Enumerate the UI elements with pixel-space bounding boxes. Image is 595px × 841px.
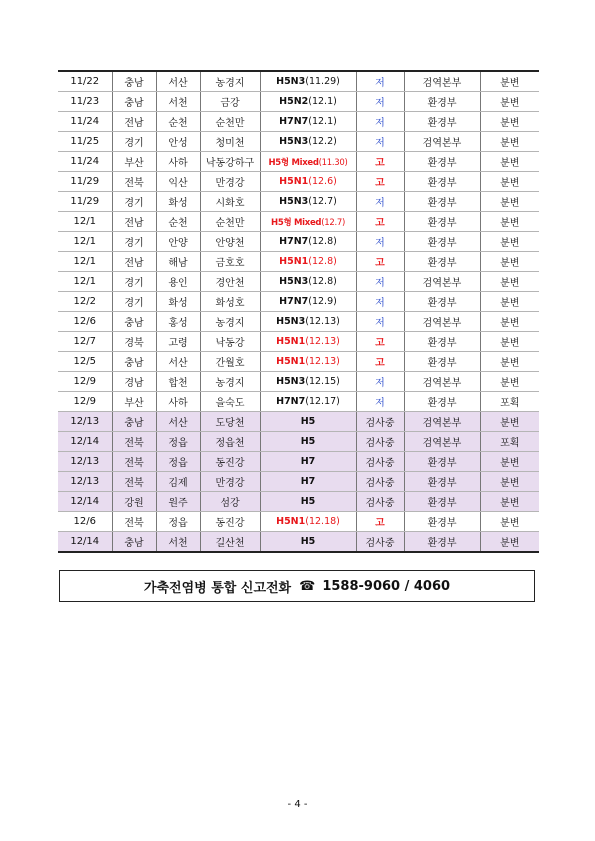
date-cell: 12/14 <box>58 492 112 512</box>
site-cell: 도당천 <box>200 412 260 432</box>
detection-date: (12.7) <box>308 196 337 207</box>
province-cell: 전북 <box>112 172 156 192</box>
sample-cell: 분변 <box>480 412 539 432</box>
status-cell: 저 <box>356 392 404 412</box>
subtype-cell <box>260 152 356 172</box>
city-cell: 서천 <box>156 92 200 112</box>
date-cell: 12/1 <box>58 252 112 272</box>
subtype-label: H5N2 <box>279 96 309 107</box>
site-cell: 시화호 <box>200 192 260 212</box>
subtype-cell <box>260 532 356 553</box>
province-cell: 경기 <box>112 192 156 212</box>
status-cell: 저 <box>356 192 404 212</box>
authority-cell: 검역본부 <box>404 432 480 452</box>
status-cell: 고 <box>356 352 404 372</box>
table-row <box>58 452 539 472</box>
subtype-label: H7N7 <box>279 296 309 307</box>
subtype-label: H5N1 <box>279 176 309 187</box>
city-cell: 순천 <box>156 212 200 232</box>
authority-cell: 환경부 <box>404 392 480 412</box>
table-row <box>58 112 539 132</box>
date-cell: 12/13 <box>58 412 112 432</box>
subtype-label: H5 <box>300 496 316 507</box>
province-cell: 전북 <box>112 512 156 532</box>
table-row <box>58 132 539 152</box>
sample-cell: 분변 <box>480 252 539 272</box>
city-cell: 정읍 <box>156 452 200 472</box>
subtype-cell <box>260 71 356 92</box>
subtype-cell <box>260 252 356 272</box>
table-row <box>58 312 539 332</box>
status-cell: 고 <box>356 332 404 352</box>
subtype-label: H5N3 <box>279 136 309 147</box>
province-cell: 경기 <box>112 132 156 152</box>
table-row <box>58 71 539 92</box>
subtype-label: H5N3 <box>276 316 306 327</box>
province-cell: 전북 <box>112 432 156 452</box>
authority-cell: 환경부 <box>404 112 480 132</box>
date-cell: 12/14 <box>58 432 112 452</box>
city-cell: 화성 <box>156 292 200 312</box>
site-cell: 금강 <box>200 92 260 112</box>
sample-cell: 분변 <box>480 112 539 132</box>
site-cell: 금호호 <box>200 252 260 272</box>
date-cell: 12/6 <box>58 312 112 332</box>
subtype-label: H7 <box>300 456 316 467</box>
province-cell: 강원 <box>112 492 156 512</box>
city-cell: 순천 <box>156 112 200 132</box>
subtype-label: H5N1 <box>276 336 306 347</box>
date-cell: 12/6 <box>58 512 112 532</box>
detection-date: (12.13) <box>305 336 340 347</box>
date-cell: 11/22 <box>58 71 112 92</box>
date-cell: 12/1 <box>58 232 112 252</box>
status-cell: 검사중 <box>356 472 404 492</box>
avian-influenza-detection-table <box>58 70 539 553</box>
site-cell: 농경지 <box>200 312 260 332</box>
city-cell: 사하 <box>156 152 200 172</box>
authority-cell: 환경부 <box>404 232 480 252</box>
status-cell: 저 <box>356 112 404 132</box>
authority-cell: 환경부 <box>404 452 480 472</box>
site-cell: 청미천 <box>200 132 260 152</box>
hotline-label: 가축전염병 통합 신고전화 <box>143 580 292 596</box>
authority-cell: 환경부 <box>404 472 480 492</box>
detection-date: (12.9) <box>308 296 337 307</box>
province-cell: 충남 <box>112 352 156 372</box>
city-cell: 원주 <box>156 492 200 512</box>
authority-cell: 검역본부 <box>404 312 480 332</box>
sample-cell: 분변 <box>480 492 539 512</box>
province-cell: 전북 <box>112 452 156 472</box>
subtype-cell <box>260 292 356 312</box>
detection-date: (11.30) <box>318 157 348 168</box>
subtype-label: H7 <box>300 476 316 487</box>
table-row <box>58 272 539 292</box>
status-cell: 고 <box>356 172 404 192</box>
sample-cell: 분변 <box>480 532 539 553</box>
province-cell: 충남 <box>112 412 156 432</box>
table-row <box>58 192 539 212</box>
subtype-cell <box>260 192 356 212</box>
detection-date: (12.13) <box>305 356 340 367</box>
subtype-cell <box>260 452 356 472</box>
sample-cell: 분변 <box>480 272 539 292</box>
detection-date: (12.6) <box>308 176 337 187</box>
table-row <box>58 352 539 372</box>
site-cell: 동진강 <box>200 512 260 532</box>
subtype-label: H7N7 <box>279 116 309 127</box>
table-row <box>58 372 539 392</box>
subtype-label: H5형 Mixed <box>268 157 319 168</box>
province-cell: 충남 <box>112 312 156 332</box>
site-cell: 동진강 <box>200 452 260 472</box>
status-cell: 고 <box>356 152 404 172</box>
sample-cell: 분변 <box>480 352 539 372</box>
table-row <box>58 392 539 412</box>
subtype-cell <box>260 412 356 432</box>
site-cell: 순천만 <box>200 112 260 132</box>
city-cell: 김제 <box>156 472 200 492</box>
status-cell: 저 <box>356 92 404 112</box>
subtype-label: H5 <box>300 416 316 427</box>
subtype-label: H5N1 <box>279 256 309 267</box>
detection-date: (11.29) <box>305 76 340 87</box>
detection-date: (12.18) <box>305 516 340 527</box>
authority-cell: 환경부 <box>404 332 480 352</box>
subtype-cell <box>260 392 356 412</box>
subtype-label: H5형 Mixed <box>271 217 322 228</box>
detection-date: (12.7) <box>321 217 345 228</box>
city-cell: 정읍 <box>156 432 200 452</box>
sample-cell: 분변 <box>480 212 539 232</box>
province-cell: 부산 <box>112 392 156 412</box>
city-cell: 서산 <box>156 352 200 372</box>
sample-cell: 분변 <box>480 71 539 92</box>
province-cell: 부산 <box>112 152 156 172</box>
table-row <box>58 292 539 312</box>
date-cell: 12/9 <box>58 392 112 412</box>
city-cell: 해남 <box>156 252 200 272</box>
city-cell: 익산 <box>156 172 200 192</box>
detection-date: (12.8) <box>308 256 337 267</box>
page-number: - 4 - <box>287 799 308 810</box>
hotline-banner <box>59 570 535 602</box>
site-cell: 순천만 <box>200 212 260 232</box>
date-cell: 11/25 <box>58 132 112 152</box>
detection-date: (12.13) <box>305 316 340 327</box>
date-cell: 11/29 <box>58 192 112 212</box>
subtype-label: H5 <box>300 536 316 547</box>
sample-cell: 포획 <box>480 392 539 412</box>
site-cell: 을숙도 <box>200 392 260 412</box>
subtype-label: H5N3 <box>276 76 306 87</box>
sample-cell: 분변 <box>480 472 539 492</box>
subtype-cell <box>260 432 356 452</box>
detection-date: (12.17) <box>305 396 340 407</box>
province-cell: 충남 <box>112 532 156 553</box>
sample-cell: 분변 <box>480 172 539 192</box>
table-row <box>58 532 539 553</box>
site-cell: 농경지 <box>200 372 260 392</box>
site-cell: 길산천 <box>200 532 260 553</box>
site-cell: 섬강 <box>200 492 260 512</box>
authority-cell: 환경부 <box>404 212 480 232</box>
date-cell: 12/14 <box>58 532 112 553</box>
status-cell: 저 <box>356 292 404 312</box>
status-cell: 검사중 <box>356 432 404 452</box>
site-cell: 낙동강 <box>200 332 260 352</box>
province-cell: 경기 <box>112 272 156 292</box>
status-cell: 저 <box>356 372 404 392</box>
date-cell: 11/24 <box>58 112 112 132</box>
sample-cell: 분변 <box>480 132 539 152</box>
subtype-cell <box>260 312 356 332</box>
authority-cell: 검역본부 <box>404 132 480 152</box>
subtype-label: H5 <box>300 436 316 447</box>
subtype-label: H5N3 <box>279 276 309 287</box>
phone-icon: ☎ <box>299 578 316 594</box>
authority-cell: 환경부 <box>404 352 480 372</box>
status-cell: 검사중 <box>356 492 404 512</box>
subtype-cell <box>260 212 356 232</box>
date-cell: 11/29 <box>58 172 112 192</box>
site-cell: 낙동강하구 <box>200 152 260 172</box>
authority-cell: 환경부 <box>404 292 480 312</box>
status-cell: 저 <box>356 232 404 252</box>
province-cell: 경기 <box>112 292 156 312</box>
detection-date: (12.8) <box>308 236 337 247</box>
table-row <box>58 232 539 252</box>
authority-cell: 환경부 <box>404 172 480 192</box>
authority-cell: 환경부 <box>404 532 480 553</box>
subtype-label: H7N7 <box>276 396 306 407</box>
date-cell: 11/24 <box>58 152 112 172</box>
city-cell: 안양 <box>156 232 200 252</box>
sample-cell: 포획 <box>480 432 539 452</box>
table-row <box>58 252 539 272</box>
date-cell: 12/5 <box>58 352 112 372</box>
date-cell: 12/13 <box>58 472 112 492</box>
table-row <box>58 212 539 232</box>
sample-cell: 분변 <box>480 232 539 252</box>
subtype-cell <box>260 232 356 252</box>
sample-cell: 분변 <box>480 372 539 392</box>
authority-cell: 환경부 <box>404 192 480 212</box>
date-cell: 11/23 <box>58 92 112 112</box>
subtype-label: H5N1 <box>276 516 306 527</box>
status-cell: 고 <box>356 212 404 232</box>
site-cell: 만경강 <box>200 172 260 192</box>
date-cell: 12/1 <box>58 272 112 292</box>
authority-cell: 환경부 <box>404 492 480 512</box>
status-cell: 저 <box>356 312 404 332</box>
city-cell: 안성 <box>156 132 200 152</box>
subtype-cell <box>260 332 356 352</box>
subtype-cell <box>260 372 356 392</box>
subtype-cell <box>260 112 356 132</box>
detection-date: (12.8) <box>308 276 337 287</box>
status-cell: 저 <box>356 71 404 92</box>
subtype-cell <box>260 492 356 512</box>
table-row <box>58 152 539 172</box>
date-cell: 12/2 <box>58 292 112 312</box>
site-cell: 경안천 <box>200 272 260 292</box>
authority-cell: 검역본부 <box>404 71 480 92</box>
status-cell: 고 <box>356 252 404 272</box>
city-cell: 정읍 <box>156 512 200 532</box>
date-cell: 12/13 <box>58 452 112 472</box>
status-cell: 고 <box>356 512 404 532</box>
status-cell: 저 <box>356 132 404 152</box>
province-cell: 전남 <box>112 252 156 272</box>
city-cell: 서산 <box>156 71 200 92</box>
subtype-cell <box>260 352 356 372</box>
authority-cell: 검역본부 <box>404 272 480 292</box>
sample-cell: 분변 <box>480 312 539 332</box>
sample-cell: 분변 <box>480 92 539 112</box>
sample-cell: 분변 <box>480 512 539 532</box>
city-cell: 용인 <box>156 272 200 292</box>
status-cell: 검사중 <box>356 532 404 553</box>
authority-cell: 검역본부 <box>404 372 480 392</box>
site-cell: 화성호 <box>200 292 260 312</box>
authority-cell: 환경부 <box>404 252 480 272</box>
authority-cell: 환경부 <box>404 92 480 112</box>
detection-date: (12.1) <box>308 116 337 127</box>
sample-cell: 분변 <box>480 332 539 352</box>
authority-cell: 검역본부 <box>404 412 480 432</box>
sample-cell: 분변 <box>480 192 539 212</box>
sample-cell: 분변 <box>480 152 539 172</box>
table-row <box>58 432 539 452</box>
subtype-cell <box>260 172 356 192</box>
city-cell: 서산 <box>156 412 200 432</box>
site-cell: 정읍천 <box>200 432 260 452</box>
subtype-cell <box>260 92 356 112</box>
sample-cell: 분변 <box>480 292 539 312</box>
city-cell: 화성 <box>156 192 200 212</box>
subtype-cell <box>260 272 356 292</box>
status-cell: 검사중 <box>356 412 404 432</box>
site-cell: 만경강 <box>200 472 260 492</box>
table-row <box>58 492 539 512</box>
province-cell: 전북 <box>112 472 156 492</box>
province-cell: 충남 <box>112 92 156 112</box>
subtype-label: H7N7 <box>279 236 309 247</box>
city-cell: 사하 <box>156 392 200 412</box>
table-row <box>58 512 539 532</box>
province-cell: 충남 <box>112 71 156 92</box>
table-row <box>58 332 539 352</box>
date-cell: 12/1 <box>58 212 112 232</box>
authority-cell: 환경부 <box>404 512 480 532</box>
province-cell: 경남 <box>112 372 156 392</box>
status-cell: 검사중 <box>356 452 404 472</box>
city-cell: 홍성 <box>156 312 200 332</box>
subtype-cell <box>260 132 356 152</box>
table-row <box>58 472 539 492</box>
site-cell: 안양천 <box>200 232 260 252</box>
table-row <box>58 412 539 432</box>
province-cell: 경기 <box>112 232 156 252</box>
hotline-number: 1588-9060 / 4060 <box>322 578 451 594</box>
authority-cell: 환경부 <box>404 152 480 172</box>
sample-cell: 분변 <box>480 452 539 472</box>
subtype-cell <box>260 472 356 492</box>
table-row <box>58 92 539 112</box>
province-cell: 경북 <box>112 332 156 352</box>
table-row <box>58 172 539 192</box>
subtype-cell <box>260 512 356 532</box>
detection-date: (12.2) <box>308 136 337 147</box>
site-cell: 농경지 <box>200 71 260 92</box>
status-cell: 저 <box>356 272 404 292</box>
detection-date: (12.15) <box>305 376 340 387</box>
province-cell: 전남 <box>112 112 156 132</box>
province-cell: 전남 <box>112 212 156 232</box>
city-cell: 서천 <box>156 532 200 553</box>
subtype-label: H5N1 <box>276 356 306 367</box>
site-cell: 간월호 <box>200 352 260 372</box>
subtype-label: H5N3 <box>279 196 309 207</box>
subtype-label: H5N3 <box>276 376 306 387</box>
city-cell: 합천 <box>156 372 200 392</box>
detection-date: (12.1) <box>308 96 337 107</box>
date-cell: 12/7 <box>58 332 112 352</box>
date-cell: 12/9 <box>58 372 112 392</box>
city-cell: 고령 <box>156 332 200 352</box>
